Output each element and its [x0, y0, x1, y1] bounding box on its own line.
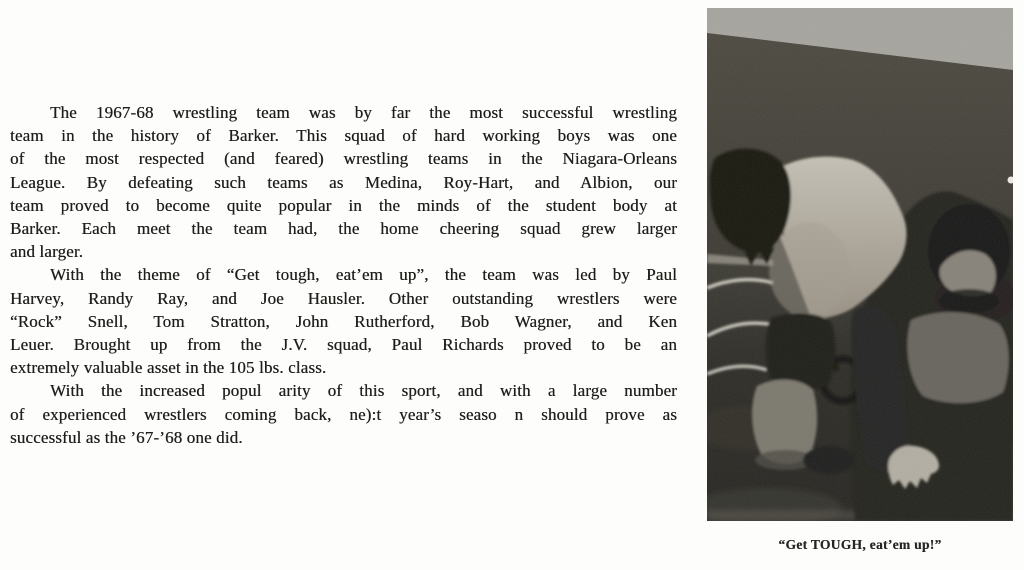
paragraph-2: [10, 263, 677, 379]
wrestling-photo: [707, 8, 1013, 553]
text-line: The 1967-68 wrestling team was by far the most successful wrestling: [50, 103, 677, 122]
text-line: and larger.: [10, 242, 84, 262]
text-line: Harvey, Randy Ray, and Joe Hausler. Other outstanding wrestlers were: [10, 288, 677, 308]
text-line: team in the history of Barker. This squad of hard working boys was one: [10, 126, 677, 146]
text-line: of experienced wrestlers coming back, ne):t year’s seaso n should prove as: [10, 404, 677, 424]
photo-grain: [707, 8, 1013, 521]
text-line: With the increased popul arity of this sport, and with a large number: [50, 381, 677, 401]
paragraph-3: [10, 379, 677, 449]
article-text: [10, 101, 677, 449]
wrestling-photo-image: [707, 8, 1013, 521]
photo-caption: “Get TOUGH, eat’em up!”: [778, 537, 942, 552]
text-line: of the most respected (and feared) wrestling teams in the Niagara-Orleans: [10, 149, 677, 169]
text-line: successful as the ’67-’68 one did.: [10, 427, 243, 447]
text-line: extremely valuable asset in the 105 lbs. class.: [10, 358, 327, 378]
text-line: Barker. Each meet the team had, the home cheering squad grew larger: [10, 219, 677, 239]
text-line: “Rock” Snell, Tom Stratton, John Rutherford, Bob Wagner, and Ken: [10, 311, 677, 331]
text-line: team proved to become quite popular in the minds of the student body at: [10, 195, 677, 215]
text-line: With the theme of “Get tough, eat’em up”, the team was led by Paul: [50, 265, 677, 285]
paragraph-1: [10, 101, 677, 263]
text-line: League. By defeating such teams as Medina, Roy-Hart, and Albion, our: [10, 172, 677, 192]
text-line: Leuer. Brought up from the J.V. squad, Paul Richards proved to be an: [10, 335, 677, 355]
